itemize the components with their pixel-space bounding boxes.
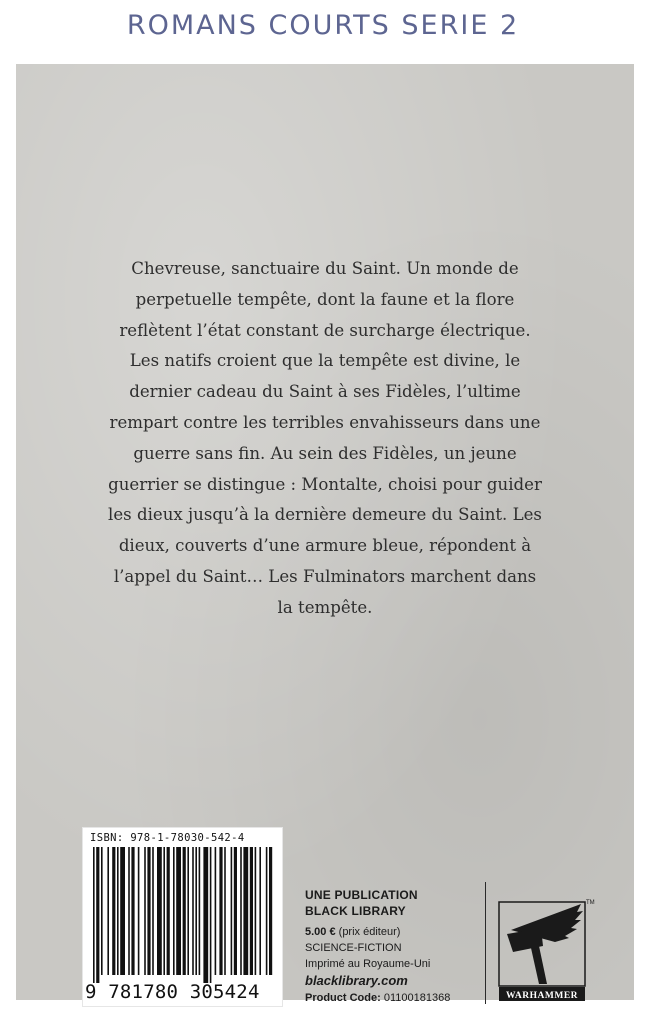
- website: blacklibrary.com: [305, 973, 408, 988]
- barcode-bar: [199, 847, 201, 975]
- back-cover: [16, 64, 634, 1004]
- barcode-bar: [210, 847, 212, 983]
- barcode-bar: [219, 847, 222, 975]
- trademark-text: TM: [586, 900, 595, 906]
- printed-in: Imprimé au Royaume-Uni: [305, 958, 431, 970]
- barcode-bar: [250, 847, 253, 975]
- barcode-bar: [144, 847, 146, 975]
- product-code-label: Product Code:: [305, 992, 381, 1004]
- series-band: [0, 0, 646, 62]
- barcode-bar: [167, 847, 170, 975]
- barcode-bar: [101, 847, 103, 975]
- barcode-bar: [255, 847, 257, 975]
- barcode-bar: [231, 847, 233, 975]
- barcode-bar: [192, 847, 194, 975]
- barcode-bar: [195, 847, 197, 975]
- barcode-bars: [87, 847, 279, 983]
- barcode-bar: [117, 847, 119, 975]
- barcode-bar: [131, 847, 134, 975]
- barcode-bar: [259, 847, 261, 975]
- barcode-bar: [240, 847, 242, 975]
- barcode-bar: [176, 847, 181, 975]
- barcode-bar: [112, 847, 115, 975]
- logo-brand-text: WARHAMMER: [505, 991, 579, 1001]
- barcode-bar: [138, 847, 140, 975]
- warhammer-hammer-icon: [497, 896, 597, 1006]
- product-code-line: [305, 990, 475, 1006]
- barcode-bar: [96, 847, 99, 983]
- genre: SCIENCE-FICTION: [305, 942, 402, 954]
- barcode-bar: [157, 847, 162, 975]
- barcode-bar: [163, 847, 165, 975]
- publisher-line-2: BLACK LIBRARY: [305, 904, 406, 918]
- barcode-digits: 9 781780 305424: [85, 981, 260, 1003]
- barcode-bar: [147, 847, 150, 975]
- price-line: [305, 925, 475, 940]
- barcode-box: [82, 827, 283, 1007]
- divider: [485, 882, 486, 1004]
- barcode-bar: [107, 847, 109, 975]
- barcode-bar: [128, 847, 130, 975]
- isbn-text: ISBN: 978-1-78030-542-4: [90, 832, 245, 844]
- product-code: 01100181368: [380, 992, 451, 1004]
- barcode-bar: [224, 847, 226, 975]
- barcode-bar: [152, 847, 154, 975]
- barcode-bar: [243, 847, 248, 975]
- barcode-bar: [215, 847, 217, 975]
- publisher-line-1: UNE PUBLICATION: [305, 888, 418, 902]
- blurb-text: Chevreuse, sanctuaire du Saint. Un monde de perpetuelle tempête, dont la faune et la flore reflètent l’état constant de surcharge électrique. Les natifs croient que la tempête est divine, le dernier cadeau du Saint à ses Fidèles, l’ultime rempart contre les terribles envahisseurs dans une guerre sans fin. Au sein des Fidèles, un jeune guerrier se distingue : Montalte, choisi pour guider les dieux jusqu’à la dernière demeure du Saint. Les dieux, couverts d’une armure bleue, répondent à l’appel du Saint… Les Fulminators marchent dans la tempête.: [108, 259, 542, 617]
- price-note: (prix éditeur): [335, 926, 401, 938]
- barcode-bar: [93, 847, 95, 983]
- series-title: ROMANS COURTS SERIE 2: [126, 10, 520, 41]
- barcode-bar: [266, 847, 268, 975]
- barcode-bar: [120, 847, 125, 975]
- barcode-bar: [234, 847, 237, 975]
- barcode-bar: [173, 847, 175, 975]
- barcode-bar: [183, 847, 186, 975]
- warhammer-logo: [497, 896, 597, 1010]
- price: 5.00 €: [305, 926, 336, 938]
- publisher-info: [305, 887, 475, 1006]
- barcode-bar: [203, 847, 208, 983]
- barcode-bar: [269, 847, 272, 975]
- barcode-bar: [187, 847, 189, 975]
